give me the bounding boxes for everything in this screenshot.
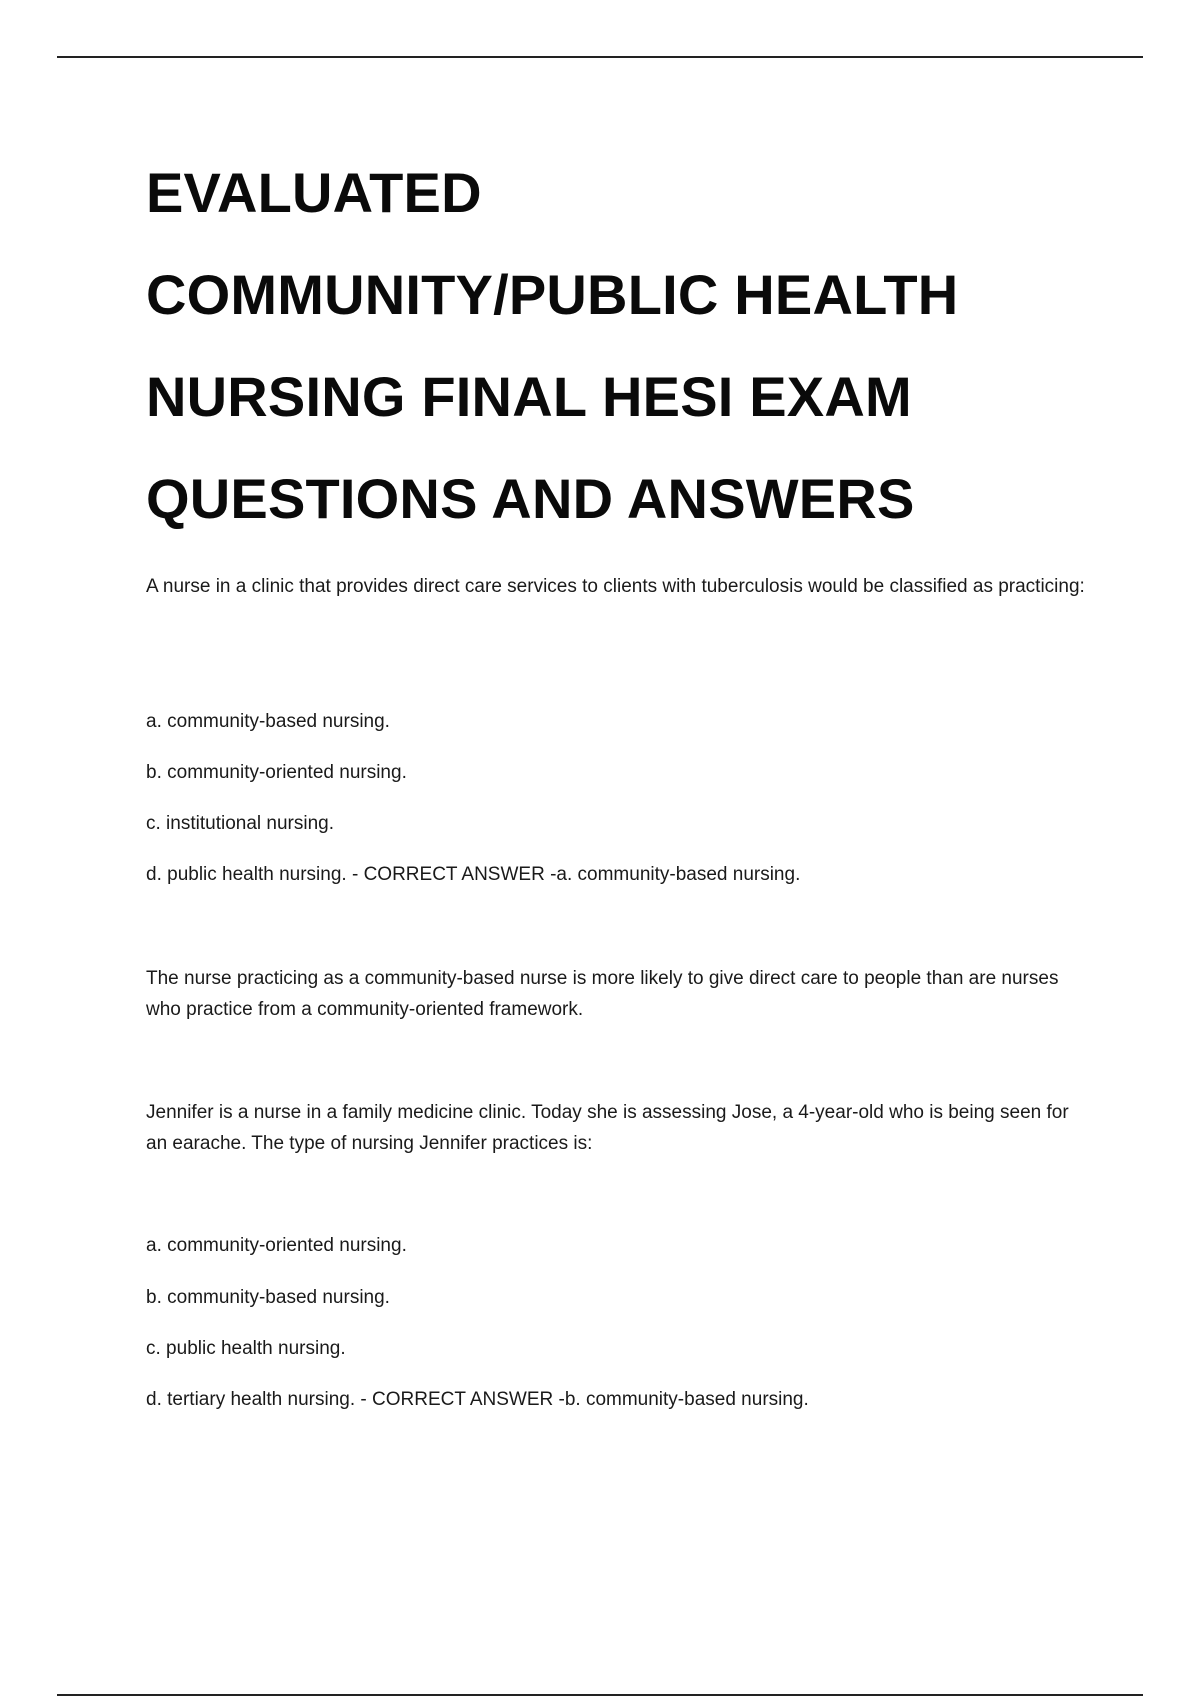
question-2-option-b: b. community-based nursing.: [146, 1287, 390, 1308]
title-line: NURSING FINAL HESI EXAM: [146, 365, 912, 428]
question-1-text: A nurse in a clinic that provides direct care services to clients with tuberculosis would be classified as practicing:: [146, 576, 1085, 597]
question-2-option-a: a. community-oriented nursing.: [146, 1235, 407, 1256]
bottom-rule: [57, 1694, 1143, 1696]
question-1-option-c: c. institutional nursing.: [146, 813, 334, 834]
title-line: EVALUATED: [146, 161, 482, 224]
top-rule: [57, 56, 1143, 58]
question-1-option-d-answer: d. public health nursing. - CORRECT ANSWER -a. community-based nursing.: [146, 864, 801, 885]
question-1-option-b: b. community-oriented nursing.: [146, 762, 407, 783]
question-2-option-c: c. public health nursing.: [146, 1338, 346, 1359]
title-line: COMMUNITY/PUBLIC HEALTH: [146, 263, 959, 326]
explanation-1: The nurse practicing as a community-based nurse is more likely to give direct care to people than are nurses who practice from a community-oriented framework.: [146, 968, 1059, 1020]
page-title: [146, 142, 1146, 550]
question-1-option-a: a. community-based nursing.: [146, 711, 390, 732]
question-2-option-d-answer: d. tertiary health nursing. - CORRECT ANSWER -b. community-based nursing.: [146, 1389, 809, 1410]
question-2-text: Jennifer is a nurse in a family medicine clinic. Today she is assessing Jose, a 4-year-old who is being seen for an earache. The type of nursing Jennifer practices is:: [146, 1102, 1069, 1154]
title-line: QUESTIONS AND ANSWERS: [146, 467, 915, 530]
